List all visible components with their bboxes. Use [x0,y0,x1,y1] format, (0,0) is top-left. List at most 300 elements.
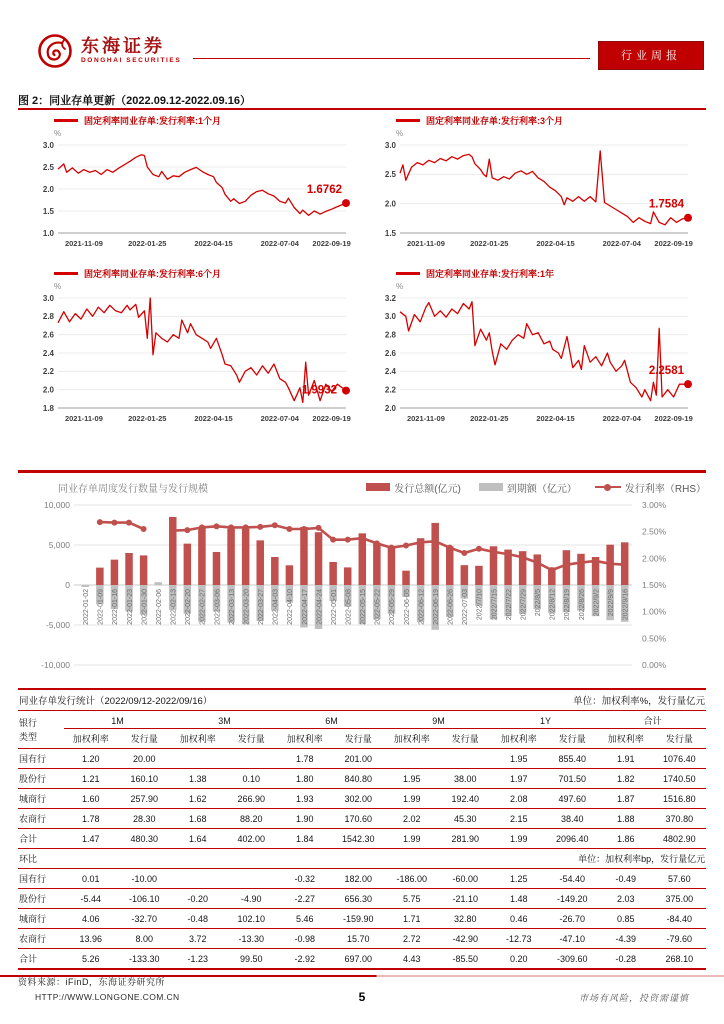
value-cell: 170.60 [332,809,386,829]
sub-header: 加权利率 [599,729,653,749]
table-row [18,889,706,909]
value-cell: 1.99 [385,789,439,809]
value-cell: 8.00 [118,929,172,949]
value-cell: 28.30 [118,809,172,829]
value-cell: 13.96 [64,929,118,949]
value-cell: 266.90 [225,789,279,809]
svg-text:2.2: 2.2 [42,367,54,377]
svg-text:2022-02-13: 2022-02-13 [170,589,178,625]
svg-text:2022-03-13: 2022-03-13 [228,589,236,625]
footer-rule [0,975,724,977]
donghai-logo-icon [35,31,75,71]
value-cell [385,749,439,769]
value-cell: 4.06 [64,909,118,929]
section-label: 环比 [18,849,171,869]
svg-text:-5,000: -5,000 [45,620,70,630]
report-type-badge: 行业周报 [598,41,704,70]
value-cell: 1.99 [492,829,546,849]
value-cell: 5.26 [64,949,118,970]
table-row [18,949,706,970]
value-cell: 2.08 [492,789,546,809]
svg-text:2022-01-02: 2022-01-02 [83,589,91,625]
svg-text:2.5: 2.5 [384,170,396,180]
value-cell: 701.50 [546,769,600,789]
svg-text:2021-11-09: 2021-11-09 [64,414,103,423]
gray-bar-swatch [479,483,503,491]
svg-text:2.0: 2.0 [384,199,396,209]
bank-type-cell: 股份行 [18,769,64,789]
value-cell: 1.82 [599,769,653,789]
svg-text:2022-04-15: 2022-04-15 [536,239,575,248]
svg-text:0.00%: 0.00% [642,660,667,670]
value-cell: 1.95 [385,769,439,789]
value-cell: 2.02 [385,809,439,829]
legend-issuance [366,480,461,495]
svg-text:2022-02-27: 2022-02-27 [199,589,207,625]
rate-series-line [400,151,688,225]
sub-header: 加权利率 [278,729,332,749]
footer-url: HTTP://WWW.LONGONE.COM.CN [35,992,180,1002]
table-row [18,929,706,949]
value-cell: -186.00 [385,869,439,889]
sub-header: 加权利率 [385,729,439,749]
value-cell: 1.88 [599,809,653,829]
last-point-marker [684,380,692,388]
bank-type-header: 银行 类型 [18,711,64,749]
svg-text:1.50%: 1.50% [642,580,667,590]
svg-text:2022/8/5: 2022/8/5 [535,589,542,617]
value-cell: 1.25 [492,869,546,889]
value-cell: -2.27 [278,889,332,909]
page-number: 5 [358,990,366,1004]
svg-text:2022-01-16: 2022-01-16 [112,589,120,625]
table-row [18,909,706,929]
svg-text:2022-04-03: 2022-04-03 [272,589,280,625]
maturity-bars [82,582,629,630]
svg-text:2022-06-26: 2022-06-26 [447,589,455,625]
svg-text:2022-04-10: 2022-04-10 [287,589,295,625]
brand-block [81,37,181,65]
svg-text:2022-05-29: 2022-05-29 [389,589,397,625]
value-cell: 2.03 [599,889,653,909]
value-cell: 192.40 [439,789,493,809]
brand-name-en: DONGHAI SECURITIES [81,57,182,65]
footer-slogan: 市场有风险，投资需谨慎 [578,992,689,1003]
page-header [35,28,704,74]
svg-text:2022-07-04: 2022-07-04 [260,239,299,248]
svg-text:2.8: 2.8 [384,330,396,340]
svg-text:2.0: 2.0 [42,184,54,194]
svg-text:2.00%: 2.00% [642,553,667,564]
issuance-stats-table [18,688,706,988]
svg-text:2022-09-19: 2022-09-19 [312,414,351,423]
line-chart-1y [370,267,696,428]
value-cell: 0.20 [492,949,546,970]
value-cell: 88.20 [225,809,279,829]
value-cell: 1076.40 [653,749,707,769]
value-cell: 497.60 [546,789,600,809]
legend-line-swatch [54,119,78,121]
sub-header: 发行量 [332,729,386,749]
value-cell: 370.80 [653,809,707,829]
value-cell: 840.80 [332,769,386,789]
legend-label: 发行利率（RHS） [624,483,706,495]
value-cell: 5.46 [278,909,332,929]
bank-type-cell: 国有行 [18,749,64,769]
svg-text:2.6: 2.6 [42,330,54,340]
svg-text:2022-04-15: 2022-04-15 [536,414,575,423]
value-cell: 1.78 [278,749,332,769]
value-cell: 281.90 [439,829,493,849]
svg-text:10,000: 10,000 [44,500,70,510]
last-value-annotation: 1.9932 [301,384,337,397]
svg-text:2022/7/22: 2022/7/22 [505,589,513,621]
value-cell: 1.80 [278,769,332,789]
svg-text:2022-05-15: 2022-05-15 [360,589,368,625]
value-cell: 15.70 [332,929,386,949]
value-cell: 1.87 [599,789,653,809]
line-chart-svg [28,292,354,428]
value-cell: 3.72 [171,929,225,949]
value-cell: 656.30 [332,889,386,909]
legend-1y [370,267,696,280]
value-cell: 99.50 [225,949,279,970]
value-cell: 2096.40 [546,829,600,849]
value-cell: -106.10 [118,889,172,909]
svg-text:2022/8/26: 2022/8/26 [578,589,586,621]
legend-1m [28,114,354,127]
legend-label: 固定利率同业存单:发行利率:3个月 [426,116,564,126]
table-row [18,829,706,849]
svg-text:2022-01-25: 2022-01-25 [128,239,167,248]
svg-text:2022-04-15: 2022-04-15 [194,239,233,248]
svg-text:2021-11-09: 2021-11-09 [406,414,445,423]
svg-text:5,000: 5,000 [48,540,70,550]
legend-3m [370,114,696,127]
value-cell: 1.71 [385,909,439,929]
table-row [18,869,706,889]
svg-text:0.50%: 0.50% [642,633,667,644]
svg-text:1.00%: 1.00% [642,606,667,617]
bank-type-cell: 国有行 [18,869,64,889]
svg-text:2022-06-19: 2022-06-19 [433,589,440,625]
value-cell: 1.84 [278,829,332,849]
svg-text:2022-07-04: 2022-07-04 [260,414,299,423]
svg-text:0: 0 [65,580,70,590]
value-cell: 1.86 [599,829,653,849]
value-cell: 1.64 [171,829,225,849]
value-cell: -4.90 [225,889,279,909]
value-cell: 1.90 [278,809,332,829]
value-cell: -0.49 [599,869,653,889]
svg-text:3.2: 3.2 [384,293,396,303]
last-value-annotation: 1.7584 [648,198,684,211]
table-unit: 单位：加权利率bp，发行量亿元 [171,849,706,869]
svg-text:2022/7/10: 2022/7/10 [476,589,484,621]
svg-text:2022-09-19: 2022-09-19 [312,239,351,248]
value-cell: -10.00 [118,869,172,889]
svg-text:2.8: 2.8 [42,312,54,322]
value-cell: 4.43 [385,949,439,970]
value-cell: 855.40 [546,749,600,769]
svg-text:2.0: 2.0 [384,403,396,413]
last-point-marker [684,214,692,222]
legend-label: 固定利率同业存单:发行利率:1个月 [84,116,222,126]
value-cell: 1.21 [64,769,118,789]
svg-text:2.4: 2.4 [42,348,54,358]
value-cell: 20.00 [118,749,172,769]
last-point-marker [342,199,350,207]
svg-text:2.50%: 2.50% [642,526,667,537]
value-cell: -32.70 [118,909,172,929]
svg-text:2022-07-04: 2022-07-04 [602,239,641,248]
legend-maturity [479,480,577,495]
svg-text:2022-07-04: 2022-07-04 [602,414,641,423]
value-cell [225,869,279,889]
tenor-group-header: 1Y [492,711,599,729]
svg-text:2022-01-25: 2022-01-25 [470,414,509,423]
value-cell: 5.75 [385,889,439,909]
value-cell: -79.60 [653,929,707,949]
value-cell: 1.48 [492,889,546,909]
value-cell: 302.00 [332,789,386,809]
sub-header: 加权利率 [64,729,118,749]
svg-text:2022-06-12: 2022-06-12 [418,589,426,625]
svg-text:-10,000: -10,000 [41,660,70,670]
value-cell: -26.70 [546,909,600,929]
value-cell: 182.00 [332,869,386,889]
value-cell: 480.30 [118,829,172,849]
svg-text:2022-02-20: 2022-02-20 [185,589,193,625]
value-cell: -159.90 [332,909,386,929]
source-note: 资料来源：iFinD，东海证券研究所 [18,977,166,987]
legend-rate [595,480,706,495]
value-cell: 1740.50 [653,769,707,789]
axis-unit-label: % [54,282,62,291]
value-cell: -84.40 [653,909,707,929]
svg-text:2022-04-15: 2022-04-15 [194,414,233,423]
axis-unit-label: % [396,282,404,291]
sub-header: 发行量 [225,729,279,749]
table-row [18,769,706,789]
svg-text:3.0: 3.0 [42,293,54,303]
bank-type-cell: 城商行 [18,789,64,809]
value-cell: -13.30 [225,929,279,949]
table-unit: 单位：加权利率%，发行量亿元 [385,689,706,711]
value-cell: 1.93 [278,789,332,809]
value-cell: 1.47 [64,829,118,849]
axis-unit-label: % [396,129,404,138]
svg-text:2022-04-17: 2022-04-17 [301,589,309,625]
red-bar-swatch [366,483,390,491]
value-cell: 1.20 [64,749,118,769]
svg-text:2022/8/12: 2022/8/12 [549,589,557,621]
value-cell: 38.40 [546,809,600,829]
svg-text:2022-01-09: 2022-01-09 [97,589,105,625]
value-cell: -0.28 [599,949,653,970]
value-cell: 1.95 [492,749,546,769]
svg-text:2.6: 2.6 [384,348,396,358]
svg-text:2022/7/15: 2022/7/15 [491,589,499,621]
combo-chart-header [18,479,706,495]
value-cell: 402.00 [225,829,279,849]
svg-text:2.2: 2.2 [384,385,396,395]
svg-text:2022/8/19: 2022/8/19 [564,589,572,621]
value-cell: 38.00 [439,769,493,789]
value-cell: -2.92 [278,949,332,970]
svg-text:2021-11-09: 2021-11-09 [406,239,445,248]
value-cell: 0.85 [599,909,653,929]
value-cell: 32.80 [439,909,493,929]
legend-label: 固定利率同业存单:发行利率:1年 [426,269,555,279]
value-cell: -5.44 [64,889,118,909]
value-cell: 0.01 [64,869,118,889]
svg-text:2022/9/9: 2022/9/9 [607,589,615,617]
value-cell: 1.97 [492,769,546,789]
combo-chart-svg [18,495,706,700]
table-title: 同业存单发行统计（2022/09/12-2022/09/16） [18,689,385,711]
svg-text:2022-09-19: 2022-09-19 [654,414,693,423]
figure-caption: 图 2：同业存单更新（2022.09.12-2022.09.16） [18,95,251,107]
last-value-annotation: 2.2581 [648,365,684,378]
value-cell: 1.99 [385,829,439,849]
bank-type-cell: 合计 [18,949,64,970]
value-cell: 201.00 [332,749,386,769]
svg-text:2022-03-06: 2022-03-06 [214,589,222,625]
svg-text:2022-03-20: 2022-03-20 [243,589,251,625]
svg-text:2022-09-19: 2022-09-19 [654,239,693,248]
value-cell [171,869,225,889]
value-cell: -133.30 [118,949,172,970]
legend-label: 发行总额(亿元) [394,483,461,495]
value-cell: -4.39 [599,929,653,949]
header-rule [193,58,590,59]
value-cell: -42.90 [439,929,493,949]
sub-header: 加权利率 [492,729,546,749]
svg-text:3.0: 3.0 [42,140,54,150]
value-cell: 1.62 [171,789,225,809]
value-cell: 1.91 [599,749,653,769]
legend-label: 到期额（亿元） [506,483,577,495]
value-cell: -60.00 [439,869,493,889]
axis-unit-label: % [54,129,62,138]
svg-text:2022-01-25: 2022-01-25 [128,414,167,423]
caption-rule [18,108,706,110]
svg-text:2022-05-01: 2022-05-01 [330,589,338,625]
value-cell: -54.40 [546,869,600,889]
sub-header: 加权利率 [171,729,225,749]
value-cell [225,749,279,769]
line-chart-svg [370,139,696,253]
value-cell: -149.20 [546,889,600,909]
value-cell: 1.60 [64,789,118,809]
table-row [18,789,706,809]
svg-text:1.5: 1.5 [42,206,54,216]
svg-text:2022/7/29: 2022/7/29 [520,589,528,621]
line-chart-6m [28,267,354,428]
bank-type-cell: 股份行 [18,889,64,909]
svg-text:1.8: 1.8 [42,403,54,413]
value-cell: -85.50 [439,949,493,970]
bank-type-cell: 农商行 [18,929,64,949]
value-cell: 375.00 [653,889,707,909]
svg-text:2022-07-03: 2022-07-03 [462,589,470,625]
svg-text:2021-11-09: 2021-11-09 [64,239,103,248]
table-row [18,749,706,769]
svg-text:2022/9/2: 2022/9/2 [593,589,601,617]
svg-text:2022-05-22: 2022-05-22 [374,589,382,625]
tenor-group-header: 合计 [599,711,706,729]
svg-text:2.5: 2.5 [42,162,54,172]
value-cell: 697.00 [332,949,386,970]
page-footer [35,990,689,1004]
issuance-bars [96,517,628,585]
value-cell: -0.20 [171,889,225,909]
value-cell [171,749,225,769]
value-cell: -0.32 [278,869,332,889]
value-cell: 257.90 [118,789,172,809]
legend-line-swatch [396,119,420,121]
value-cell: 268.10 [653,949,707,970]
svg-text:3.00%: 3.00% [642,500,667,510]
value-cell: 1.68 [171,809,225,829]
value-cell: -309.60 [546,949,600,970]
svg-text:2022-02-06: 2022-02-06 [156,589,163,625]
svg-text:1.5: 1.5 [384,228,396,238]
svg-text:2.0: 2.0 [42,385,54,395]
svg-text:3.0: 3.0 [384,140,396,150]
x-axis-labels [83,589,629,625]
sub-header: 发行量 [546,729,600,749]
value-cell: -1.23 [171,949,225,970]
table-row [18,809,706,829]
legend-6m [28,267,354,280]
sub-header: 发行量 [653,729,707,749]
issuance-combo-chart [18,479,706,700]
bank-type-cell: 城商行 [18,909,64,929]
svg-text:3.0: 3.0 [384,312,396,322]
value-cell: -47.10 [546,929,600,949]
value-cell: 4802.90 [653,829,707,849]
value-cell: -0.48 [171,909,225,929]
combo-chart-title: 同业存单周度发行数量与发行规模 [58,483,208,495]
value-cell: -0.98 [278,929,332,949]
rate-charts-grid [28,114,696,428]
value-cell: 45.30 [439,809,493,829]
sub-header: 发行量 [439,729,493,749]
svg-text:2022-04-24: 2022-04-24 [316,589,324,625]
value-cell: 1.78 [64,809,118,829]
value-cell: 1.38 [171,769,225,789]
value-cell: 57.60 [653,869,707,889]
value-cell: -12.73 [492,929,546,949]
svg-text:2022-03-27: 2022-03-27 [258,589,265,625]
bank-type-cell: 合计 [18,829,64,849]
svg-text:2022-06-05: 2022-06-05 [403,589,411,625]
sub-header: 发行量 [118,729,172,749]
value-cell: 2.15 [492,809,546,829]
value-cell: 0.46 [492,909,546,929]
rate-series-line [58,155,346,216]
line-chart-1m [28,114,354,253]
tenor-group-header: 9M [385,711,492,729]
svg-text:2022-01-23: 2022-01-23 [126,589,134,625]
line-chart-3m [370,114,696,253]
tenor-group-header: 3M [171,711,278,729]
tenor-group-header: 1M [64,711,171,729]
value-cell: -21.10 [439,889,493,909]
value-cell: 1542.30 [332,829,386,849]
